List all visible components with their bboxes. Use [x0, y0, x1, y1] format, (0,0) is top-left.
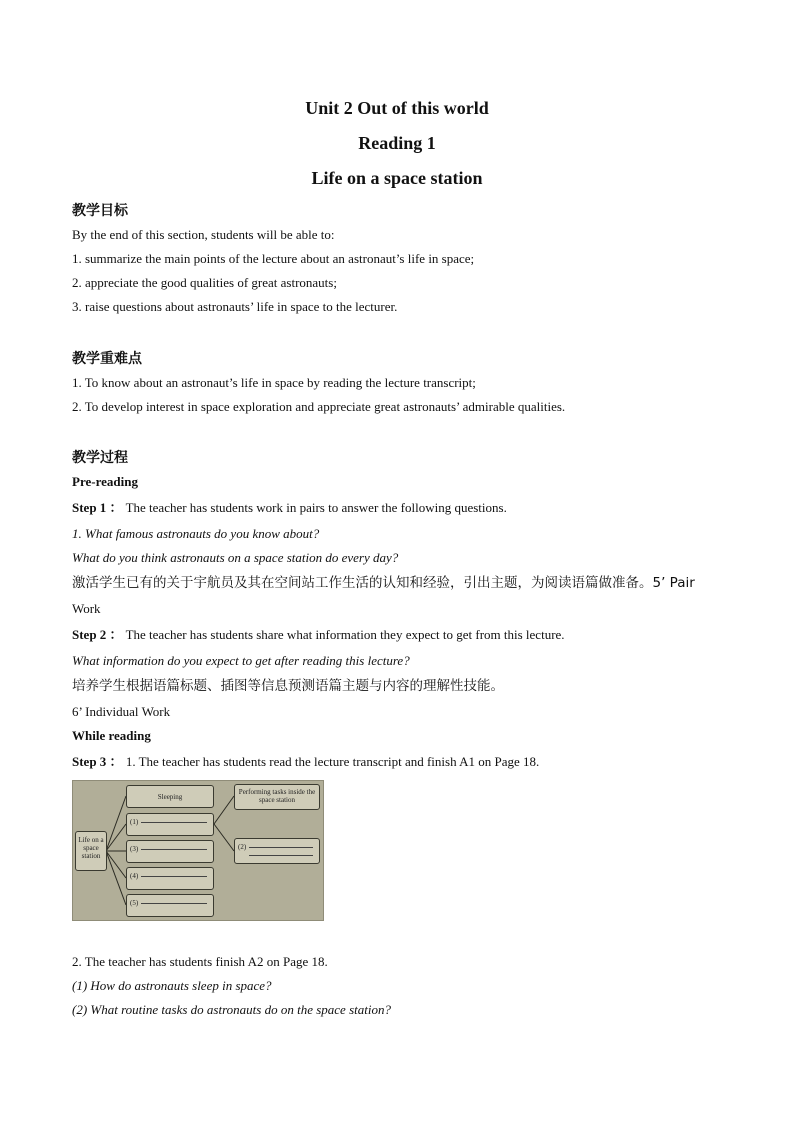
blank-node-2: [234, 838, 320, 864]
step3-line: [72, 753, 732, 771]
blank-label: (3): [130, 845, 139, 853]
step2-time: 6’ Individual Work: [72, 704, 171, 719]
step1-question: 1. What famous astronauts do you know about?: [72, 526, 320, 541]
blank-label: (5): [130, 899, 139, 907]
objective-item: 2. appreciate the good qualities of great astronauts;: [72, 275, 337, 290]
step3-task2: 2. The teacher has students finish A2 on Page 18.: [72, 954, 328, 969]
root-node: [75, 831, 107, 871]
blank-line: [249, 855, 313, 856]
unit-title: Unit 2 Out of this world: [305, 98, 489, 118]
step2-note: 培养学生根据语篇标题、插图等信息预测语篇主题与内容的理解性技能。: [72, 678, 504, 694]
step3-question: (1) How do astronauts sleep in space?: [72, 978, 272, 993]
step1-question: What do you think astronauts on a space station do every day?: [72, 550, 399, 565]
step2-line: [72, 626, 732, 644]
sleeping-label: Sleeping: [157, 793, 183, 801]
step3-text: 1. The teacher has students read the lecture transcript and finish A1 on Page 18.: [125, 754, 540, 769]
objectives-intro: By the end of this section, students will be able to:: [72, 227, 335, 242]
step2-text: The teacher has students share what information they expect to get from this lecture.: [125, 627, 565, 642]
step1-text: The teacher has students work in pairs to answer the following questions.: [125, 500, 507, 515]
step2-label: Step 2 ：: [72, 627, 123, 642]
objectives-heading: 教学目标: [72, 203, 128, 219]
step1-note: 激活学生已有的关于宇航员及其在空间站工作生活的认知和经验，引出主题，为阅读语篇做准备。5’ Pair: [72, 575, 695, 591]
process-heading: 教学过程: [72, 450, 128, 466]
step1-line: [72, 499, 732, 517]
performing-label: Performing tasks inside the space station: [238, 788, 316, 804]
lesson-title: Life on a space station: [311, 168, 483, 188]
blank-line: [141, 822, 207, 823]
key-point-item: 2. To develop interest in space exploration and appreciate great astronauts’ admirable qualities.: [72, 399, 566, 414]
while-reading-label: While reading: [72, 728, 151, 743]
step3-label: Step 3 ：: [72, 754, 123, 769]
step3-question: (2) What routine tasks do astronauts do on the space station?: [72, 1002, 391, 1017]
blank-line: [141, 876, 207, 877]
key-points-heading: 教学重难点: [72, 351, 142, 367]
step1-label: Step 1 ：: [72, 500, 123, 515]
blank-line: [141, 903, 207, 904]
root-node-label: Life on a space station: [78, 836, 104, 860]
mind-map-figure: [72, 780, 324, 921]
performing-node: [234, 784, 320, 810]
blank-node-5: [126, 894, 214, 917]
blank-node-3: [126, 840, 214, 863]
step1-note-cont: Work: [72, 601, 101, 616]
blank-label: (2): [238, 843, 247, 851]
objective-item: 1. summarize the main points of the lecture about an astronaut’s life in space;: [72, 251, 475, 266]
step2-question: What information do you expect to get after reading this lecture?: [72, 653, 410, 668]
blank-node-1: [126, 813, 214, 836]
sleeping-node: [126, 785, 214, 808]
objective-item: 3. raise questions about astronauts’ life in space to the lecturer.: [72, 299, 398, 314]
blank-line: [141, 849, 207, 850]
blank-label: (1): [130, 818, 139, 826]
blank-line: [249, 847, 313, 848]
key-point-item: 1. To know about an astronaut’s life in space by reading the lecture transcript;: [72, 375, 476, 390]
blank-node-4: [126, 867, 214, 890]
reading-title: Reading 1: [358, 133, 436, 153]
pre-reading-label: Pre-reading: [72, 474, 138, 489]
blank-label: (4): [130, 872, 139, 880]
